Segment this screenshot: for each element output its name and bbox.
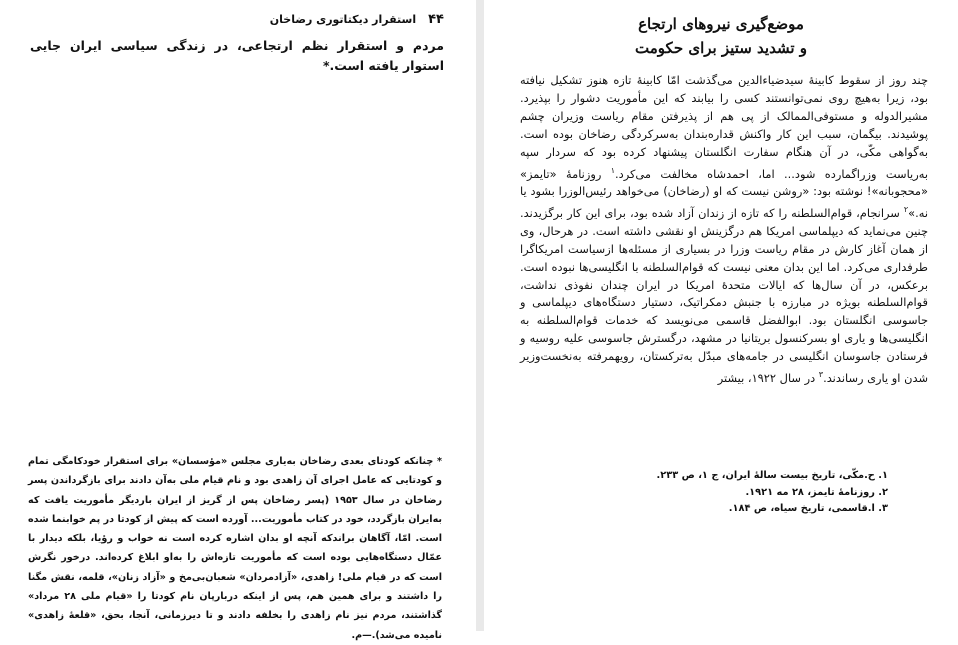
continuation-text: مردم و استقرار نظم ارتجاعی، در زندگی سیاسی ایران جایی استوار یافته است.* bbox=[30, 38, 444, 73]
paragraph-segment: سرانجام، قوام‌السلطنه را که تازه از زندان آزاد شده بود، برای این کار برگزیدند. چنین می‌نماید که دیپلماسی امریکا هم درگزینش او نقشی داشته است. در هرحال، وی از همان آغاز کارش در مقام ریاست وزرا در بسیاری از مسئله‌ها ازسیاست امریکاگرا طرفداری می‌کرد. اما این بدان معنی نیست که قوام‌السلطنه با انگلیسی‌ها نبوده است. برعکس، در آن سال‌ها که ایالات متحدهٔ امریکا در ایران چندان نفوذی نداشت، قوام‌السلطنه بویژه در مبارزه با جنبش دمکراتیک، دستیار دستگاه‌های دیپلماسی و جاسوسی انگلستان بود. ابوالفضل قاسمی می‌نویسد که خدمات قوام‌السلطنه به انگلیسی‌ها و یاری او بسرکنسول بریتانیا در مشهد، درگسترش جاسوسی علیه روسیه و فرستادن جاسوسان انگلیسی در جامه‌های مبدّل به‌ترکستان، رویهمرفته به‌نخست‌وزیر شدن او یاری رساندند. bbox=[520, 205, 928, 385]
chapter-title-line-1: موضع‌گیری نیروهای ارتجاع bbox=[638, 15, 804, 33]
running-header bbox=[30, 10, 444, 28]
footnote-marker: ۲ bbox=[903, 205, 909, 215]
paragraph-segment: در سال ۱۹۲۲، بیشتر bbox=[717, 370, 819, 385]
book-gutter bbox=[476, 0, 484, 631]
footnote-marker: ۱ bbox=[610, 165, 616, 175]
reference-list bbox=[544, 468, 888, 518]
running-title: استقرار دیکتاتوری رضاخان bbox=[269, 12, 417, 26]
left-page bbox=[0, 0, 476, 641]
reference-item: ۳. ا.قاسمی، تاریخ سیاه، ص ۱۸۴. bbox=[728, 503, 888, 514]
paragraph-segment: چند روز از سقوط کابینهٔ سیدضیاءالدین می‌گذشت امّا کابینهٔ تازه هنوز تشکیل نیافته بود، زیرا به‌هیچ روی نمی‌توانستند کسی را بیابند که این مأموریت دشوار را بپذیرد. مشیرالدوله و مستوفی‌الممالک از پی هم از پذیرفتن مقام ریاست وزیران چشم پوشیدند. بیگمان، سبب این کار واکنش قداره‌بندان به‌سرکردگی رضاخان بوده است. به‌گواهی مکّی، در آن هنگام سفارت انگلستان پیشنهاد کرده بود که سردار سپه به‌ریاست وزراگمارده شود... اما، احمدشاه مخالفت می‌کرد. bbox=[520, 73, 928, 181]
body-text bbox=[520, 72, 928, 388]
reference-item: ۱. ح.مکّی، تاریخ بیست سالهٔ ایران، ج ۱، ص ۲۳۳. bbox=[656, 470, 888, 481]
body-paragraph bbox=[520, 72, 928, 388]
chapter-title-line-2: و تشدید ستیز برای حکومت bbox=[635, 39, 807, 57]
footnote-marker: ۳ bbox=[818, 370, 824, 380]
paragraph-segment: روزنامهٔ «تایمز» «محجوبانه»! نوشته بود: «روشن نیست که او (رضاخان) می‌خواهد رئیس‌الوزرا بشود یا نه.» bbox=[520, 166, 928, 220]
right-page bbox=[484, 0, 958, 631]
page-number: ۴۴ bbox=[428, 11, 444, 27]
footnote-text: * چنانکه کودتای بعدی رضاخان به‌یاری مجلس «مؤسسان» برای استقرار خودکامگی تمام و کودتایی که عامل اجرای آن زاهدی بود و نام قیام ملی به‌آن دادند برای بازگرداندن پسر رضاخان در سال ۱۹۵۳ (پسر رضاخان پس از گریز از ایران باردیگر مأموریت یافت که به‌ایران بازگردد، خود در کتاب مأموریت... آورده است که پیش از کودتا در پم خوابنما شده است. امّا، آگاهان براندکه آنچه او بدان اشاره کرده است نه خواب و رؤیا، بلکه دیدار با عمّال دستگاه‌هایی بوده است که مأموریت تازه‌اش را به‌او ابلاغ کرده‌اند. درخور نگرش است که در قیام ملی! زاهدی، «آزادمردان» شعبان‌بی‌مخ و «آزاد زنان»، قلمه، نقش مگنا را داشتند و برای همین هم، پس از اینکه دربارپان نام کودتا را «قیام ملی ۲۸ مرداد» گذاشتند، مردم نیز نام زاهدی را بخلفه دادند و تا دیرزمانی، آنجا، بحق، «قلعهٔ زاهدی» نامیده می‌شد).—م. bbox=[28, 456, 443, 641]
reference-item: ۲. روزنامهٔ تایمز، ۲۸ مه ۱۹۲۱. bbox=[745, 486, 888, 498]
chapter-title bbox=[484, 12, 958, 60]
